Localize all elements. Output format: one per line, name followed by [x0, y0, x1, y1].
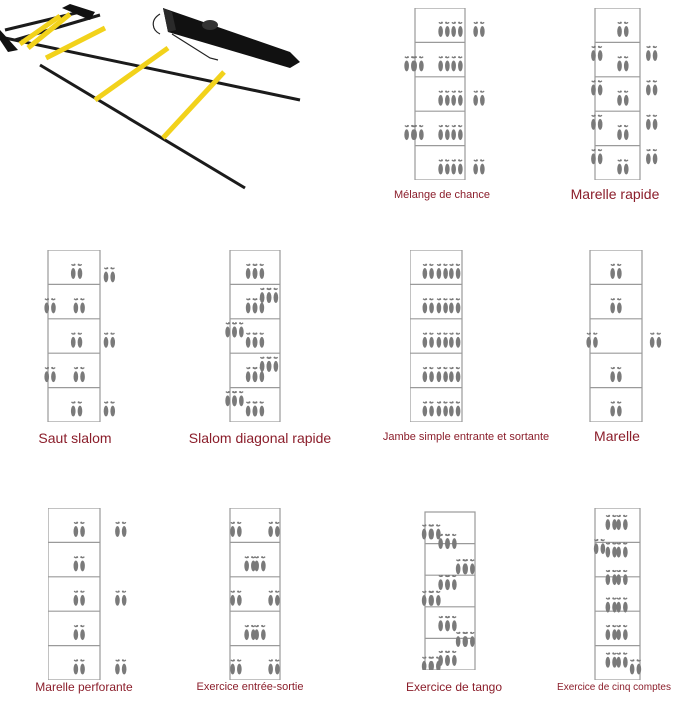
drill-caption: Marelle — [594, 428, 640, 444]
ladder-frame — [410, 250, 462, 422]
footprint-icon — [74, 367, 85, 382]
footprint-icon — [451, 90, 462, 105]
footprint-icon — [268, 522, 279, 537]
footprint-icon — [438, 56, 449, 71]
ladder-diagram — [190, 250, 360, 422]
footprint-icon — [610, 264, 621, 279]
footprint-icon — [463, 559, 474, 574]
footprint-icon — [104, 401, 115, 416]
product-photo — [0, 0, 310, 200]
footprint-icon — [268, 590, 279, 605]
ladder-diagram — [48, 508, 130, 680]
footprint-icon — [254, 625, 265, 640]
footprint-icon — [586, 332, 597, 347]
drill-jambe-simple — [410, 250, 530, 422]
footprint-icon — [451, 56, 462, 71]
footprint-icon — [646, 115, 657, 130]
drill-caption: Slalom diagonal rapide — [188, 430, 332, 446]
footprint-icon — [451, 159, 462, 174]
footprint-icon — [616, 625, 627, 640]
footprint-icon — [423, 264, 434, 279]
ladder-diagram — [570, 8, 679, 180]
footprint-icon — [71, 401, 82, 416]
footprint-icon — [437, 264, 448, 279]
footprint-icon — [646, 80, 657, 95]
footprint-icon — [437, 332, 448, 347]
ladder-diagram — [570, 508, 679, 680]
footprint-icon — [650, 332, 661, 347]
footprint-icon — [254, 556, 265, 571]
drill-marelle-rapide — [570, 8, 679, 180]
footprint-icon — [473, 159, 484, 174]
footprint-icon — [616, 542, 627, 557]
ladder-diagram — [385, 8, 495, 180]
footprint-icon — [438, 125, 449, 140]
drill-cinq-comptes — [570, 508, 679, 680]
footprint-icon — [591, 80, 602, 95]
footprint-icon — [606, 625, 617, 640]
drill-saut-slalom — [30, 250, 156, 422]
footprint-icon — [449, 332, 460, 347]
footprint-icon — [115, 522, 126, 537]
footprint-icon — [616, 515, 627, 530]
footprint-icon — [74, 522, 85, 537]
footprint-icon — [423, 367, 434, 382]
footprint-icon — [610, 298, 621, 313]
footprint-icon — [115, 659, 126, 674]
footprint-icon — [438, 159, 449, 174]
drill-marelle — [570, 250, 679, 422]
footprint-icon — [606, 597, 617, 612]
footprint-icon — [423, 401, 434, 416]
footprint-icon — [617, 22, 628, 37]
footprint-icon — [646, 46, 657, 61]
drill-caption: Marelle rapide — [570, 186, 660, 202]
drill-caption: Marelle perforante — [35, 680, 133, 694]
drill-melange — [385, 8, 495, 180]
footprint-icon — [429, 591, 440, 606]
footprint-icon — [230, 522, 241, 537]
footprint-icon — [71, 264, 82, 279]
footprint-icon — [617, 159, 628, 174]
footprint-icon — [74, 556, 85, 571]
drill-caption: Jambe simple entrante et sortante — [382, 431, 550, 443]
footprint-icon — [606, 542, 617, 557]
ladder-frame — [595, 508, 640, 680]
footprint-icon — [610, 401, 621, 416]
carry-bag-icon — [153, 8, 300, 68]
footprint-icon — [646, 149, 657, 164]
footprint-icon — [616, 597, 627, 612]
drill-entree-sortie — [205, 508, 335, 680]
footprint-icon — [244, 556, 255, 571]
drill-caption: Mélange de chance — [393, 189, 491, 201]
drill-caption: Exercice de tango — [405, 680, 503, 694]
footprint-icon — [473, 90, 484, 105]
footprint-icon — [449, 367, 460, 382]
footprint-icon — [115, 590, 126, 605]
drill-caption: Exercice entrée-sortie — [196, 681, 304, 693]
footprint-icon — [244, 625, 255, 640]
footprint-icon — [449, 298, 460, 313]
ladder-diagram — [410, 250, 530, 422]
ladder-diagram — [205, 508, 335, 680]
ladder-frame — [590, 250, 642, 422]
footprint-icon — [438, 22, 449, 37]
footprint-icon — [71, 332, 82, 347]
footprint-icon — [412, 125, 423, 140]
footprint-icon — [423, 298, 434, 313]
footprint-icon — [423, 332, 434, 347]
ladder-diagram — [385, 490, 550, 670]
footprint-icon — [591, 46, 602, 61]
footprint-icon — [44, 367, 55, 382]
footprint-icon — [617, 90, 628, 105]
footprint-icon — [616, 652, 627, 667]
footprint-icon — [230, 659, 241, 674]
footprint-icon — [606, 570, 617, 585]
footprint-icon — [429, 656, 440, 670]
footprint-icon — [617, 125, 628, 140]
footprint-icon — [104, 332, 115, 347]
footprint-icon — [438, 90, 449, 105]
footprint-icon — [591, 149, 602, 164]
footprint-icon — [74, 625, 85, 640]
footprint-icon — [437, 401, 448, 416]
footprint-icon — [617, 56, 628, 71]
footprint-icon — [74, 298, 85, 313]
footprint-icon — [437, 298, 448, 313]
ladder-diagram — [570, 250, 679, 422]
drill-tango — [385, 490, 550, 670]
agility-ladder-icon — [0, 4, 300, 188]
drill-marelle-perforante — [48, 508, 130, 680]
drill-caption: Exercice de cinq comptes — [557, 682, 671, 693]
footprint-icon — [473, 22, 484, 37]
footprint-icon — [451, 22, 462, 37]
footprint-icon — [616, 570, 627, 585]
footprint-icon — [412, 56, 423, 71]
footprint-icon — [437, 367, 448, 382]
ladder-diagram — [30, 250, 156, 422]
footprint-icon — [104, 267, 115, 282]
footprint-icon — [74, 590, 85, 605]
drill-slalom-diagonal — [190, 250, 360, 422]
footprint-icon — [451, 125, 462, 140]
footprint-icon — [44, 298, 55, 313]
footprint-icon — [230, 590, 241, 605]
drill-caption: Saut slalom — [38, 430, 112, 446]
footprint-icon — [606, 515, 617, 530]
footprint-icon — [606, 652, 617, 667]
footprint-icon — [429, 524, 440, 539]
footprint-icon — [449, 264, 460, 279]
footprint-icon — [610, 367, 621, 382]
footprint-icon — [463, 632, 474, 647]
footprint-icon — [268, 659, 279, 674]
footprint-icon — [449, 401, 460, 416]
footprint-icon — [591, 115, 602, 130]
footprint-icon — [74, 659, 85, 674]
